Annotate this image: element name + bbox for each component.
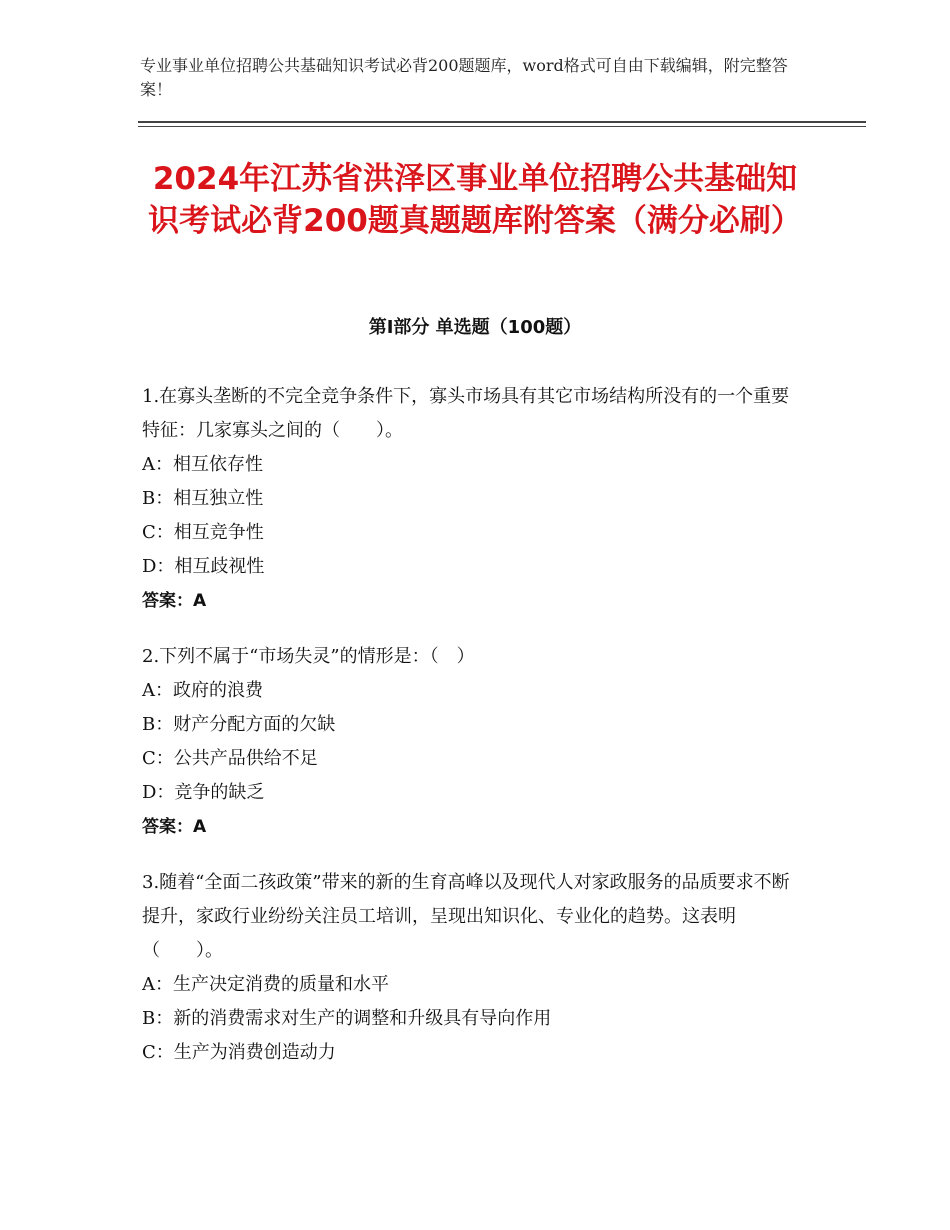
question-1 — [142, 380, 802, 618]
header-rule — [138, 121, 866, 123]
option-a: A：生产决定消费的质量和水平 — [142, 974, 389, 995]
question-stem: 3.随着“全面二孩政策”带来的新的生育高峰以及现代人对家政服务的品质要求不断提升，家政行业纷纷关注员工培训，呈现出知识化、专业化的趋势。这表明（ ）。 — [142, 872, 790, 961]
header-note: 专业事业单位招聘公共基础知识考试必背200题题库，word格式可自由下载编辑，附完整答案！ — [140, 56, 788, 99]
question-2 — [142, 640, 802, 844]
option-c: C：公共产品供给不足 — [142, 748, 318, 769]
section-title: 第Ⅰ部分 单选题（100题） — [368, 317, 582, 338]
option-a: A：相互依存性 — [142, 454, 263, 475]
answer: 答案：A — [142, 591, 207, 611]
option-c: C：相互竞争性 — [142, 522, 264, 543]
option-d: D：竞争的缺乏 — [142, 782, 265, 803]
question-stem: 1.在寡头垄断的不完全竞争条件下，寡头市场具有其它市场结构所没有的一个重要特征：几家寡头之间的（ ）。 — [142, 386, 790, 441]
document-title: 2024年江苏省洪泽区事业单位招聘公共基础知识考试必背200题真题题库附答案（满分必刷） — [148, 161, 802, 239]
question-stem: 2.下列不属于“市场失灵”的情形是：（ ） — [142, 646, 475, 667]
question-list — [142, 380, 802, 1092]
question-3 — [142, 866, 802, 1070]
option-c: C：生产为消费创造动力 — [142, 1042, 336, 1063]
option-b: B：财产分配方面的欠缺 — [142, 714, 336, 735]
option-b: B：新的消费需求对生产的调整和升级具有导向作用 — [142, 1008, 552, 1029]
answer: 答案：A — [142, 817, 207, 837]
option-b: B：相互独立性 — [142, 488, 264, 509]
option-a: A：政府的浪费 — [142, 680, 263, 701]
header-rule-thin — [138, 126, 866, 127]
option-d: D：相互歧视性 — [142, 556, 265, 577]
